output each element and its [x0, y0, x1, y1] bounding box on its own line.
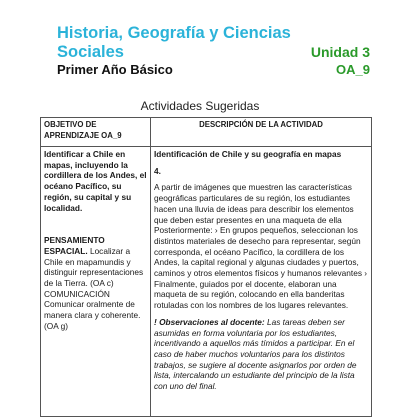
objective-cell	[41, 147, 151, 417]
communication-heading: COMUNICACIÓN	[44, 288, 110, 299]
oa-code: OA_9	[336, 62, 370, 77]
activity-number: 4.	[154, 165, 161, 176]
communication-block	[44, 289, 147, 332]
section-title: Actividades Sugeridas	[140, 99, 260, 113]
table-header-row	[41, 118, 372, 147]
teacher-note-heading: ! Observaciones al docente:	[154, 316, 265, 327]
teacher-note	[154, 317, 368, 392]
teacher-note-text: Las tareas deben ser asumidas en forma voluntaria por los estudiantes, incentivando a aquellos más tímidos a participar. En el caso de haber muchos voluntarios para los distintos trabajos, se sugiere al docente asignarlos por orden de lista, intercalando un estudiante del principio de la lista con uno del final.	[154, 316, 357, 392]
subject-title	[57, 24, 297, 62]
activities-table	[40, 117, 372, 417]
skill-text: Localizar a Chile en mapamundis y distinguir representaciones de la Tierra. (OA c)	[44, 245, 144, 289]
subject-title-line2: Sociales	[57, 43, 124, 61]
objective-column-header: OBJETIVO DE APRENDIZAJE OA_9	[41, 118, 151, 147]
objective-text: Identificar a Chile en mapas, incluyendo la cordillera de los Andes, el océano Pacífico, su región, su capital y su localidad.	[44, 149, 147, 213]
grade-label: Primer Año Básico	[57, 62, 173, 77]
communication-text: Comunicar oralmente de manera clara y coherente. (OA g)	[44, 299, 141, 331]
activity-title: Identificación de Chile y su geografía en mapas	[154, 149, 342, 159]
description-cell	[151, 147, 372, 417]
table-row	[41, 147, 372, 417]
activity-body: A partir de imágenes que muestren las características geográficas particulares de su región, los estudiantes hacen una lluvia de ideas para describir los elementos que deben estar presentes en una maqueta de ella Posteriormente: › En grupos pequeños, seleccionan los distintos materiales de desecho para representar, según corresponda, el océano Pacífico, la cordillera de los Andes, la capital regional y algunas ciudades y puertos, caminos y otros elementos físicos y humanos relevantes › Finalmente, guiados por el docente, elaboran una maqueta de su región, colocando en ella banderitas rotuladas con los nombres de los lugares relevantes.	[154, 182, 368, 311]
description-column-header: DESCRIPCIÓN DE LA ACTIVIDAD	[151, 118, 372, 147]
skill-heading: PENSAMIENTO ESPACIAL.	[44, 235, 105, 256]
skill-block	[44, 235, 147, 289]
unit-label: Unidad 3	[310, 44, 370, 60]
subject-title-line1: Historia, Geografía y Ciencias	[57, 24, 291, 42]
